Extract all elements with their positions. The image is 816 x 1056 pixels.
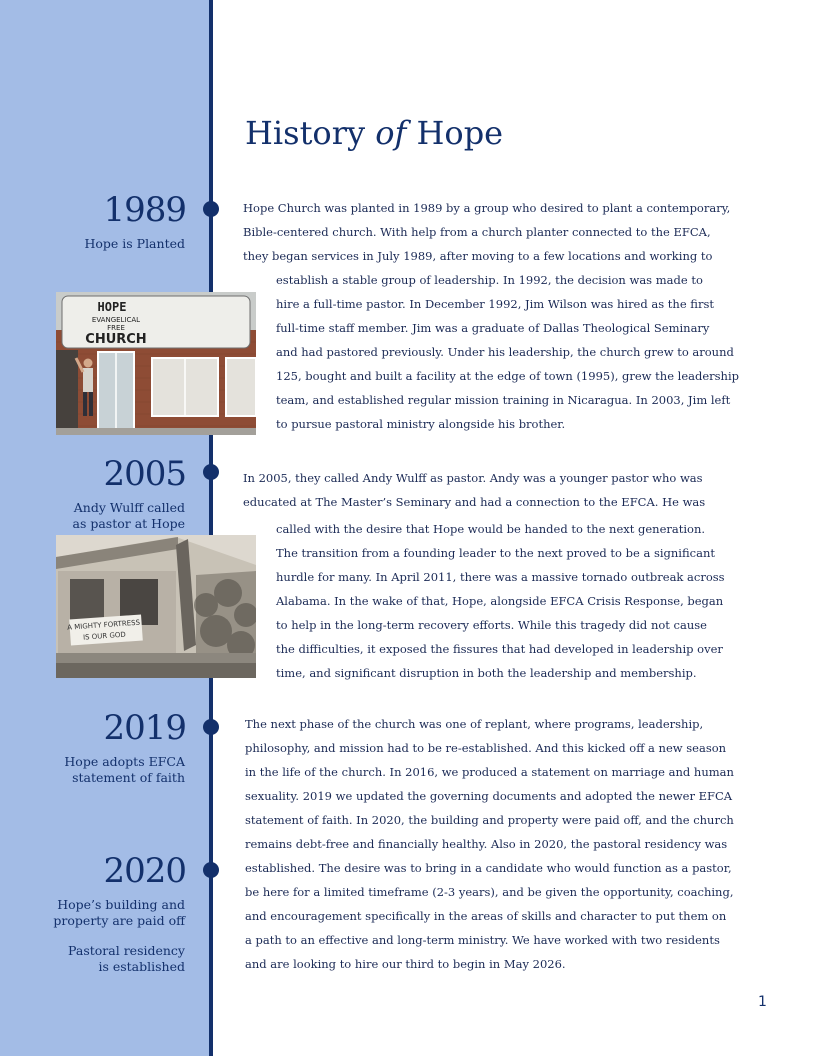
- caption-line: Andy Wulff called: [73, 500, 185, 515]
- text-line: 125, bought and built a facility at the edge of town (1995), grew the leadership: [276, 369, 740, 383]
- caption-line: Pastoral residency: [68, 943, 185, 958]
- sign-line: EVANGELICAL: [91, 316, 141, 324]
- text-line: sexuality. 2019 we updated the governing documents and adopted the newer EFCA: [245, 789, 733, 803]
- year-1989: 1989: [103, 190, 186, 230]
- year-2005: 2005: [103, 454, 186, 494]
- text-line: they began services in July 1989, after moving to a few locations and working to: [243, 249, 713, 263]
- text-line: hurdle for many. In April 2011, there was a massive tornado outbreak across: [276, 570, 725, 584]
- timeline-line: [209, 0, 213, 1056]
- text-line: a path to an effective and long-term ministry. We have worked with two residents: [245, 933, 720, 947]
- timeline-dot-2005: [203, 464, 219, 480]
- tornado-damage-photo: [56, 535, 256, 678]
- paragraph-replant: [245, 712, 734, 976]
- page-title: [245, 114, 503, 152]
- text-line: time, and significant disruption in both the leadership and membership.: [276, 666, 697, 680]
- caption-line: Hope adopts EFCA: [64, 754, 185, 769]
- text-line: in the life of the church. In 2016, we produced a statement on marriage and human: [245, 765, 734, 779]
- text-line: and had pastored previously. Under his leadership, the church grew to around: [276, 345, 734, 359]
- paragraph-2005: [243, 466, 725, 685]
- text-line: the difficulties, it exposed the fissures that had developed in leadership over: [276, 642, 723, 656]
- sign-line: CHURCH: [85, 332, 147, 347]
- caption-line: Hope is Planted: [84, 236, 185, 251]
- title-italic: of: [375, 114, 407, 152]
- caption-line: is established: [98, 959, 185, 974]
- caption-2005: [5, 500, 185, 532]
- text-line: and encouragement specifically in the areas of skills and character to put them on: [245, 909, 727, 923]
- text-line: In 2005, they called Andy Wulff as pastor. Andy was a younger pastor who was: [243, 471, 703, 485]
- caption-line: as pastor at Hope: [72, 516, 185, 531]
- caption-line: statement of faith: [72, 770, 185, 785]
- text-line: Alabama. In the wake of that, Hope, alongside EFCA Crisis Response, began: [276, 594, 724, 608]
- text-line: philosophy, and mission had to be re-established. And this kicked off a new season: [245, 741, 727, 755]
- text-line: to help in the long-term recovery efforts. While this tragedy did not cause: [276, 618, 707, 632]
- year-2020: 2020: [103, 851, 186, 891]
- text-line: remains debt-free and financially healthy. Also in 2020, the pastoral residency was: [245, 837, 728, 851]
- timeline-dot-2019: [203, 719, 219, 735]
- caption-2019: [5, 754, 185, 786]
- timeline-dot-2020: [203, 862, 219, 878]
- caption-2020-building: [5, 897, 185, 929]
- text-line: educated at The Master’s Seminary and had a connection to the EFCA. He was: [243, 495, 706, 509]
- text-line: hire a full-time pastor. In December 1992, Jim Wilson was hired as the first: [276, 297, 714, 311]
- sign-line: FREE: [107, 324, 125, 332]
- text-line: full-time staff member. Jim was a graduate of Dallas Theological Seminary: [276, 321, 710, 335]
- caption-2020-residency: [5, 943, 185, 975]
- year-2019: 2019: [103, 708, 186, 748]
- sign-line: HOPE: [97, 300, 127, 314]
- paragraph-1989: [243, 196, 739, 436]
- caption-line: property are paid off: [53, 913, 185, 928]
- banner-line: IS OUR GOD: [82, 630, 127, 642]
- banner-line: A MIGHTY FORTRESS: [66, 618, 141, 632]
- text-line: to pursue pastoral ministry alongside his brother.: [276, 417, 566, 431]
- text-line: The transition from a founding leader to the next proved to be a significant: [276, 546, 715, 560]
- title-start: History: [245, 114, 376, 152]
- text-line: called with the desire that Hope would be handed to the next generation.: [276, 522, 706, 536]
- timeline-dot-1989: [203, 201, 219, 217]
- text-line: The next phase of the church was one of replant, where programs, leadership,: [245, 717, 704, 731]
- text-line: established. The desire was to bring in a candidate who would function as a pastor,: [245, 861, 732, 875]
- text-line: statement of faith. In 2020, the building and property were paid off, and the church: [245, 813, 734, 827]
- text-line: Bible-centered church. With help from a church planter connected to the EFCA,: [243, 225, 711, 239]
- page-number: 1: [758, 994, 767, 1010]
- text-line: and are looking to hire our third to begin in May 2026.: [245, 957, 566, 971]
- title-end: Hope: [406, 114, 504, 152]
- text-line: establish a stable group of leadership. In 1992, the decision was made to: [276, 273, 703, 287]
- church-photo: [56, 292, 256, 435]
- text-line: be here for a limited timeframe (2-3 years), and be given the opportunity, coaching,: [245, 885, 734, 899]
- caption-line: Hope’s building and: [57, 897, 185, 912]
- caption-1989: [5, 236, 185, 252]
- text-line: team, and established regular mission training in Nicaragua. In 2003, Jim left: [276, 393, 731, 407]
- text-line: Hope Church was planted in 1989 by a group who desired to plant a contemporary,: [243, 201, 731, 215]
